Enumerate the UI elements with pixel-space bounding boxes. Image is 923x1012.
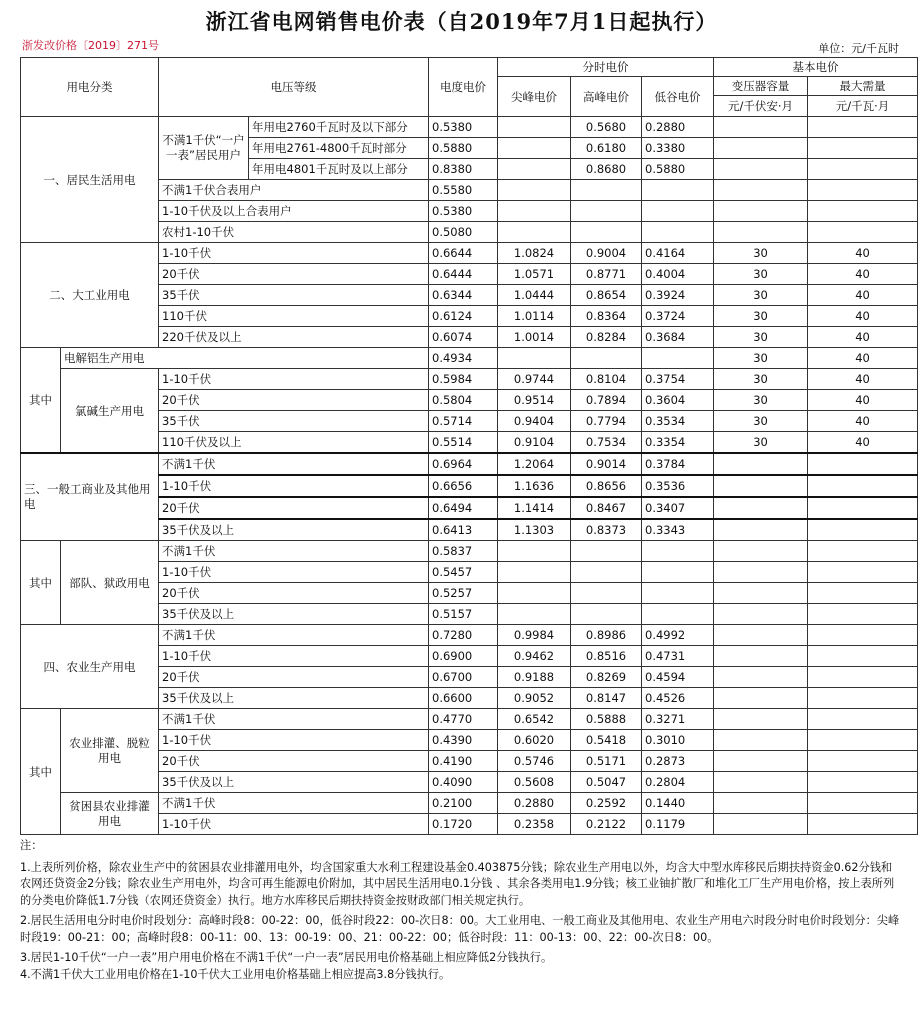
transformer-price-cell [714,793,808,814]
sharp-price-cell: 0.9514 [498,390,571,411]
valley-price-cell [642,541,714,562]
sharp-price-cell [498,159,571,180]
price-table [20,57,918,835]
demand-price-cell [808,625,918,646]
high-price-cell: 0.7794 [571,411,642,432]
sharp-price-cell: 0.6020 [498,730,571,751]
voltage-cell: 35千伏 [159,285,429,306]
demand-price-cell [808,222,918,243]
energy-price-cell: 0.4190 [429,751,498,772]
high-price-cell [571,562,642,583]
category-general-commerce: 三、一般工商业及其他用电 [21,453,159,541]
demand-price-cell: 40 [808,243,918,264]
high-price-cell: 0.9004 [571,243,642,264]
demand-price-cell [808,667,918,688]
high-price-cell: 0.5418 [571,730,642,751]
demand-price-cell [808,453,918,475]
demand-price-cell [808,646,918,667]
table-row [21,369,918,390]
sharp-price-cell: 0.9744 [498,369,571,390]
sharp-price-cell: 0.6542 [498,709,571,730]
energy-price-cell: 0.4390 [429,730,498,751]
transformer-price-cell [714,814,808,835]
energy-price-cell: 0.5380 [429,117,498,138]
table-row [21,348,918,369]
table-row [21,793,918,814]
voltage-cell: 农村1-10千伏 [159,222,429,243]
energy-price-cell: 0.8380 [429,159,498,180]
header-energy-price: 电度电价 [429,58,498,117]
demand-price-cell [808,730,918,751]
high-price-cell: 0.8284 [571,327,642,348]
demand-price-cell [808,475,918,497]
table-row [21,709,918,730]
transformer-price-cell [714,222,808,243]
voltage-cell: 1-10千伏 [159,243,429,264]
energy-price-cell: 0.6413 [429,519,498,541]
header-voltage: 电压等级 [159,58,429,117]
transformer-price-cell [714,159,808,180]
high-price-cell: 0.8654 [571,285,642,306]
sharp-price-cell: 0.9188 [498,667,571,688]
high-price-cell: 0.8104 [571,369,642,390]
valley-price-cell: 0.3343 [642,519,714,541]
category-large-industry: 二、大工业用电 [21,243,159,348]
high-price-cell: 0.5888 [571,709,642,730]
note-4: 4.不满1千伏大工业用电价格在1-10千伏大工业用电价格基础上相应提高3.8分钱执行。 [20,967,451,981]
energy-price-cell: 0.6900 [429,646,498,667]
high-price-cell: 0.7534 [571,432,642,454]
transformer-price-cell [714,475,808,497]
energy-price-cell: 0.7280 [429,625,498,646]
high-price-cell [571,541,642,562]
energy-price-cell: 0.6600 [429,688,498,709]
high-price-cell: 0.5171 [571,751,642,772]
voltage-cell: 1-10千伏 [159,646,429,667]
valley-price-cell: 0.3010 [642,730,714,751]
energy-price-cell: 0.6644 [429,243,498,264]
voltage-cell: 不满1千伏合表用户 [159,180,429,201]
valley-price-cell [642,583,714,604]
voltage-cell: 110千伏及以上 [159,432,429,454]
high-price-cell [571,201,642,222]
energy-price-cell: 0.5580 [429,180,498,201]
high-price-cell [571,222,642,243]
energy-price-cell: 0.5880 [429,138,498,159]
table-row [21,243,918,264]
sharp-price-cell: 1.0571 [498,264,571,285]
header-category: 用电分类 [21,58,159,117]
sharp-price-cell: 1.2064 [498,453,571,475]
sharp-price-cell: 1.0824 [498,243,571,264]
energy-price-cell: 0.2100 [429,793,498,814]
valley-price-cell: 0.4004 [642,264,714,285]
voltage-cell: 1-10千伏 [159,562,429,583]
energy-price-cell: 0.5514 [429,432,498,454]
valley-price-cell: 0.3604 [642,390,714,411]
high-price-cell [571,180,642,201]
energy-price-cell: 0.6074 [429,327,498,348]
valley-price-cell: 0.4594 [642,667,714,688]
valley-price-cell: 0.3684 [642,327,714,348]
high-price-cell: 0.2122 [571,814,642,835]
valley-price-cell: 0.2880 [642,117,714,138]
high-price-cell: 0.8656 [571,475,642,497]
transformer-price-cell [714,709,808,730]
valley-price-cell: 0.5880 [642,159,714,180]
note-1: 1.上表所列价格，除农业生产中的贫困县农业排灌用电外，均含国家重大水利工程建设基金0.403875分钱；除农业生产用电以外，均含大中型水库移民后期扶持资金0.62分钱和农网还贷资金2分钱；除农业生产用电外，均含可再生能源电价附加，其中居民生活用电0.1分钱 、其余各类用电1.9分钱；核工业铀扩散厂和堆化工厂生产用电价格，按上表所列的分类电价降低1.7分钱（农网还贷资金）执行。地方水库移民后期扶持资金按财政部门相关规定执行。 [20,860,895,907]
energy-price-cell: 0.4090 [429,772,498,793]
energy-price-cell: 0.5714 [429,411,498,432]
table-row [21,453,918,475]
valley-price-cell: 0.4164 [642,243,714,264]
sharp-price-cell [498,541,571,562]
demand-price-cell [808,497,918,519]
demand-price-cell: 40 [808,306,918,327]
voltage-cell: 1-10千伏及以上合表用户 [159,201,429,222]
demand-price-cell [808,138,918,159]
energy-price-cell: 0.5457 [429,562,498,583]
sharp-price-cell [498,348,571,369]
energy-price-cell: 0.6964 [429,453,498,475]
sharp-price-cell [498,222,571,243]
voltage-cell: 不满1千伏 [159,541,429,562]
voltage-cell: 1-10千伏 [159,730,429,751]
transformer-price-cell [714,772,808,793]
header-transformer-unit: 元/千伏安·月 [714,96,808,117]
sharp-price-cell: 0.9404 [498,411,571,432]
transformer-price-cell [714,751,808,772]
demand-price-cell [808,159,918,180]
high-price-cell: 0.8147 [571,688,642,709]
sharp-price-cell: 0.5608 [498,772,571,793]
transformer-price-cell [714,562,808,583]
sharp-price-cell: 0.2358 [498,814,571,835]
voltage-cell: 220千伏及以上 [159,327,429,348]
transformer-price-cell [714,730,808,751]
valley-price-cell [642,201,714,222]
demand-price-cell: 40 [808,348,918,369]
notes-label: 注： [20,839,43,852]
voltage-cell: 35千伏及以上 [159,604,429,625]
voltage-cell: 35千伏及以上 [159,772,429,793]
label-of-which: 其中 [21,348,61,454]
note-2: 2.居民生活用电分时电价时段划分：高峰时段8：00-22：00，低谷时段22：00-次日8：00。大工业用电、一般工商业及其他用电、农业生产用电六时段分时电价时段划分：尖峰时段19：00-21：00；高峰时段8：00-11：00、13：00-19：00、21：00-22：00；低谷时段：11：00-13：00、22：00-次日8：00。 [20,914,900,944]
valley-price-cell [642,348,714,369]
valley-price-cell: 0.3534 [642,411,714,432]
voltage-cell: 110千伏 [159,306,429,327]
voltage-cell: 不满1千伏 [159,793,429,814]
document-number: 浙发改价格〔2019〕271号 [22,39,159,52]
valley-price-cell: 0.3784 [642,453,714,475]
valley-price-cell: 0.3924 [642,285,714,306]
energy-price-cell: 0.6344 [429,285,498,306]
subcategory-military: 部队、狱政用电 [61,541,159,625]
notes [20,838,900,983]
transformer-price-cell [714,453,808,475]
voltage-cell: 年用电4801千瓦时及以上部分 [249,159,429,180]
voltage-cell: 20千伏 [159,667,429,688]
energy-price-cell: 0.4934 [429,348,498,369]
voltage-cell: 35千伏 [159,411,429,432]
energy-price-cell: 0.6124 [429,306,498,327]
voltage-cell: 35千伏及以上 [159,688,429,709]
demand-price-cell [808,793,918,814]
valley-price-cell: 0.3354 [642,432,714,454]
valley-price-cell: 0.4526 [642,688,714,709]
transformer-price-cell [714,138,808,159]
high-price-cell: 0.8467 [571,497,642,519]
transformer-price-cell: 30 [714,264,808,285]
demand-price-cell: 40 [808,264,918,285]
voltage-cell: 年用电2761-4800千瓦时部分 [249,138,429,159]
transformer-price-cell: 30 [714,348,808,369]
transformer-price-cell: 30 [714,369,808,390]
valley-price-cell: 0.3536 [642,475,714,497]
valley-price-cell: 0.1440 [642,793,714,814]
sharp-price-cell: 0.9104 [498,432,571,454]
valley-price-cell [642,562,714,583]
table-row [21,117,918,138]
demand-price-cell [808,772,918,793]
demand-price-cell [808,180,918,201]
demand-price-cell: 40 [808,285,918,306]
label-of-which: 其中 [21,709,61,835]
sharp-price-cell [498,583,571,604]
sharp-price-cell: 1.0444 [498,285,571,306]
high-price-cell: 0.8680 [571,159,642,180]
demand-price-cell [808,562,918,583]
valley-price-cell: 0.1179 [642,814,714,835]
high-price-cell: 0.5047 [571,772,642,793]
sharp-price-cell [498,138,571,159]
demand-price-cell [808,751,918,772]
category-residential: 一、居民生活用电 [21,117,159,243]
valley-price-cell: 0.2873 [642,751,714,772]
header-peak-high: 高峰电价 [571,77,642,117]
demand-price-cell [808,117,918,138]
energy-price-cell: 0.1720 [429,814,498,835]
sharp-price-cell [498,604,571,625]
sharp-price-cell: 1.1414 [498,497,571,519]
subcategory-chlor-alkali: 氯碱生产用电 [61,369,159,454]
table-row [21,541,918,562]
subcategory-one-meter: 不满1千伏“一户一表”居民用户 [159,117,249,180]
header-valley: 低谷电价 [642,77,714,117]
transformer-price-cell [714,667,808,688]
high-price-cell [571,348,642,369]
transformer-price-cell [714,541,808,562]
subcategory-aluminium: 电解铝生产用电 [61,348,429,369]
voltage-cell: 年用电2760千瓦时及以下部分 [249,117,429,138]
subcategory-poor-county-irrigation: 贫困县农业排灌用电 [61,793,159,835]
high-price-cell: 0.9014 [571,453,642,475]
voltage-cell: 1-10千伏 [159,814,429,835]
header-max-demand-unit: 元/千瓦·月 [808,96,918,117]
high-price-cell: 0.8516 [571,646,642,667]
header-basic: 基本电价 [714,58,918,77]
demand-price-cell [808,604,918,625]
energy-price-cell: 0.5257 [429,583,498,604]
demand-price-cell [808,201,918,222]
transformer-price-cell [714,117,808,138]
voltage-cell: 20千伏 [159,751,429,772]
sharp-price-cell [498,180,571,201]
energy-price-cell: 0.5837 [429,541,498,562]
voltage-cell: 20千伏 [159,583,429,604]
header-transformer: 变压器容量 [714,77,808,96]
label-of-which: 其中 [21,541,61,625]
energy-price-cell: 0.6656 [429,475,498,497]
sharp-price-cell: 1.1636 [498,475,571,497]
category-agriculture: 四、农业生产用电 [21,625,159,709]
transformer-price-cell: 30 [714,411,808,432]
header-peak-sharp: 尖峰电价 [498,77,571,117]
transformer-price-cell [714,583,808,604]
demand-price-cell: 40 [808,411,918,432]
transformer-price-cell: 30 [714,306,808,327]
sharp-price-cell [498,117,571,138]
demand-price-cell [808,814,918,835]
demand-price-cell [808,519,918,541]
energy-price-cell: 0.5804 [429,390,498,411]
voltage-cell: 20千伏 [159,264,429,285]
valley-price-cell: 0.4731 [642,646,714,667]
sharp-price-cell: 1.1303 [498,519,571,541]
demand-price-cell [808,583,918,604]
subcategory-irrigation: 农业排灌、脱粒用电 [61,709,159,793]
note-3: 3.居民1-10千伏“一户一表”用户用电价格在不满1千伏“一户一表”居民用电价格基础上相应降低2分钱执行。 [20,951,553,964]
voltage-cell: 20千伏 [159,390,429,411]
valley-price-cell [642,604,714,625]
header-tou: 分时电价 [498,58,714,77]
transformer-price-cell [714,180,808,201]
valley-price-cell: 0.3271 [642,709,714,730]
valley-price-cell: 0.4992 [642,625,714,646]
voltage-cell: 不满1千伏 [159,625,429,646]
transformer-price-cell [714,646,808,667]
valley-price-cell [642,180,714,201]
voltage-cell: 1-10千伏 [159,369,429,390]
high-price-cell: 0.7894 [571,390,642,411]
high-price-cell [571,583,642,604]
transformer-price-cell: 30 [714,390,808,411]
transformer-price-cell: 30 [714,327,808,348]
high-price-cell: 0.8373 [571,519,642,541]
energy-price-cell: 0.6444 [429,264,498,285]
energy-price-cell: 0.6494 [429,497,498,519]
transformer-price-cell [714,497,808,519]
table-row [21,625,918,646]
transformer-price-cell: 30 [714,285,808,306]
sharp-price-cell: 0.9462 [498,646,571,667]
transformer-price-cell [714,519,808,541]
high-price-cell: 0.8986 [571,625,642,646]
valley-price-cell [642,222,714,243]
valley-price-cell: 0.3724 [642,306,714,327]
transformer-price-cell [714,625,808,646]
demand-price-cell [808,541,918,562]
voltage-cell: 不满1千伏 [159,709,429,730]
high-price-cell: 0.8771 [571,264,642,285]
sharp-price-cell: 1.0014 [498,327,571,348]
energy-price-cell: 0.5984 [429,369,498,390]
transformer-price-cell [714,201,808,222]
high-price-cell: 0.8269 [571,667,642,688]
demand-price-cell [808,688,918,709]
high-price-cell: 0.2592 [571,793,642,814]
demand-price-cell [808,709,918,730]
high-price-cell [571,604,642,625]
sharp-price-cell: 0.5746 [498,751,571,772]
transformer-price-cell: 30 [714,432,808,454]
energy-price-cell: 0.6700 [429,667,498,688]
demand-price-cell: 40 [808,432,918,454]
demand-price-cell: 40 [808,369,918,390]
voltage-cell: 不满1千伏 [159,453,429,475]
energy-price-cell: 0.5157 [429,604,498,625]
high-price-cell: 0.5680 [571,117,642,138]
sharp-price-cell: 1.0114 [498,306,571,327]
energy-price-cell: 0.5380 [429,201,498,222]
energy-price-cell: 0.4770 [429,709,498,730]
page-title: 浙江省电网销售电价表（自2019年7月1日起执行） [205,9,718,34]
voltage-cell: 1-10千伏 [159,475,429,497]
sharp-price-cell: 0.9984 [498,625,571,646]
transformer-price-cell [714,604,808,625]
valley-price-cell: 0.3380 [642,138,714,159]
high-price-cell: 0.8364 [571,306,642,327]
voltage-cell: 20千伏 [159,497,429,519]
sharp-price-cell [498,562,571,583]
demand-price-cell: 40 [808,327,918,348]
header-max-demand: 最大需量 [808,77,918,96]
sharp-price-cell: 0.2880 [498,793,571,814]
demand-price-cell: 40 [808,390,918,411]
high-price-cell: 0.6180 [571,138,642,159]
sharp-price-cell: 0.9052 [498,688,571,709]
valley-price-cell: 0.3407 [642,497,714,519]
energy-price-cell: 0.5080 [429,222,498,243]
valley-price-cell: 0.3754 [642,369,714,390]
transformer-price-cell [714,688,808,709]
valley-price-cell: 0.2804 [642,772,714,793]
transformer-price-cell: 30 [714,243,808,264]
sharp-price-cell [498,201,571,222]
voltage-cell: 35千伏及以上 [159,519,429,541]
unit-label: 单位：元/千瓦时 [818,42,899,55]
